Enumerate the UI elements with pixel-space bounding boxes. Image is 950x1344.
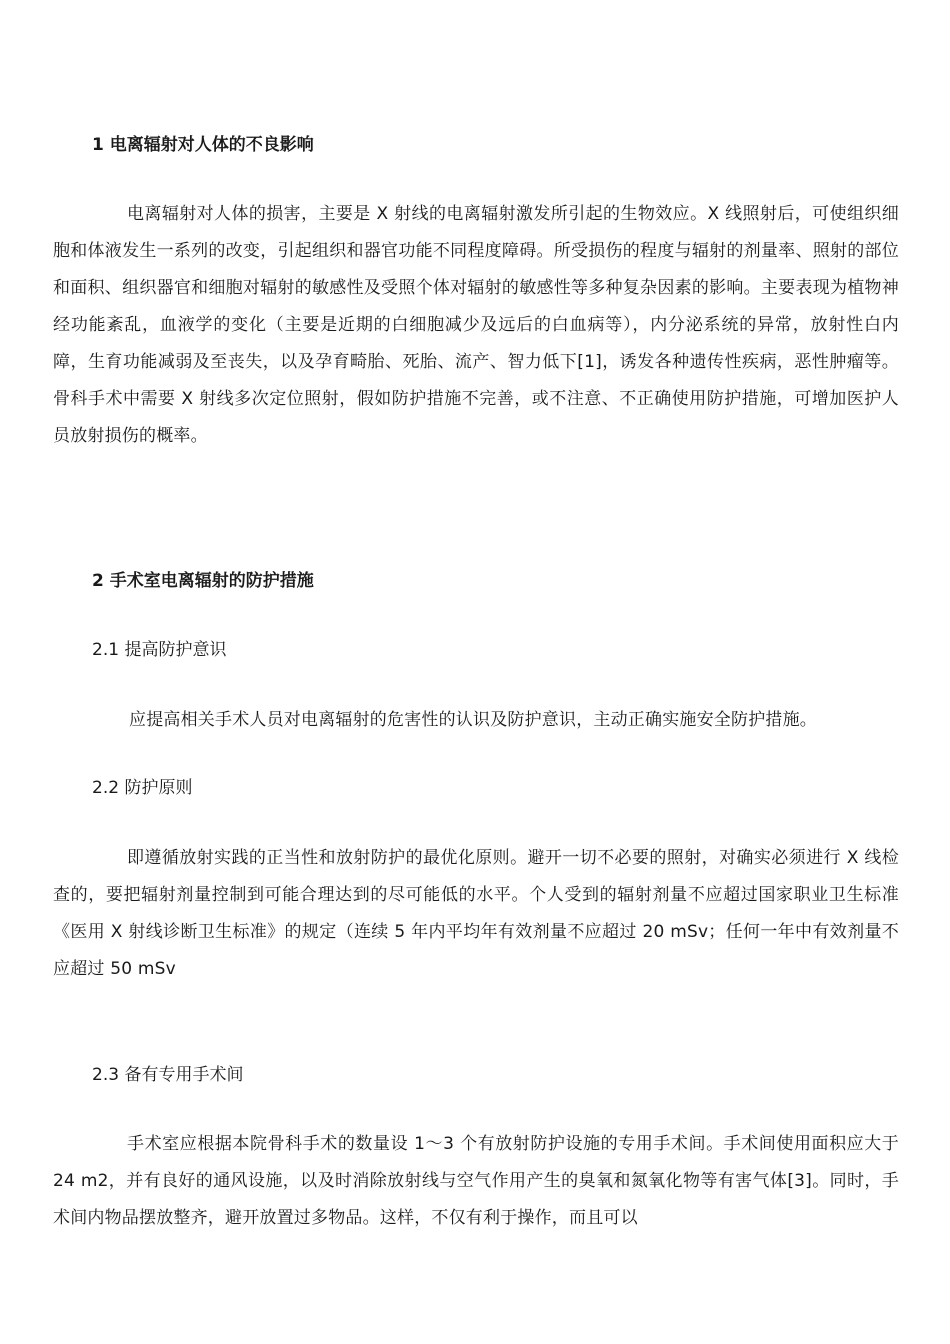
subsection-2-3-paragraph: 手术室应根据本院骨科手术的数量设 1～3 个有放射防护设施的专用手术间。手术间使用面积应大于 24 m2，并有良好的通风设施，以及时消除放射线与空气作用产生的臭氧和氮氧化物等有害气体[3]。同时，手术间内物品摆放整齐，避开放置过多物品。这样，不仅有利于操作，而且可以	[53, 1134, 899, 1228]
subsection-2-2-paragraph: 即遵循放射实践的正当性和放射防护的最优化原则。避开一切不必要的照射，对确实必须进行 X 线检查的，要把辐射剂量控制到可能合理达到的尽可能低的水平。个人受到的辐射剂量不应超过国家职业卫生标准《医用 X 射线诊断卫生标准》的规定（连续 5 年内平均年有效剂量不应超过 20 mSv；任何一年中有效剂量不应超过 50 mSv	[53, 848, 899, 979]
subsection-2-1-title: 2.1 提高防护意识	[92, 640, 227, 660]
section-1-paragraph: 电离辐射对人体的损害，主要是 X 射线的电离辐射激发所引起的生物效应。X 线照射后，可使组织细胞和体液发生一系列的改变，引起组织和器官功能不同程度障碍。所受损伤的程度与辐射的剂量率、照射的部位和面积、组织器官和细胞对辐射的敏感性及受照个体对辐射的敏感性等多种复杂因素的影响。主要表现为植物神经功能紊乱，血液学的变化（主要是近期的白细胞减少及远后的白血病等），内分泌系统的异常，放射性白内障，生育功能减弱及至丧失，以及孕育畸胎、死胎、流产、智力低下[1]，诱发各种遗传性疾病，恶性肿瘤等。骨科手术中需要 X 射线多次定位照射，假如防护措施不完善，或不注意、不正确使用防护措施，可增加医护人员放射损伤的概率。	[53, 204, 899, 446]
subsection-2-2-title: 2.2 防护原则	[92, 778, 193, 798]
section-2-heading: 2 手术室电离辐射的防护措施	[92, 571, 314, 591]
subsection-2-1-paragraph: 应提高相关手术人员对电离辐射的危害性的认识及防护意识，主动正确实施安全防护措施。	[129, 710, 817, 730]
subsection-2-3-title: 2.3 备有专用手术间	[92, 1065, 244, 1085]
section-1-heading: 1 电离辐射对人体的不良影响	[92, 135, 314, 155]
